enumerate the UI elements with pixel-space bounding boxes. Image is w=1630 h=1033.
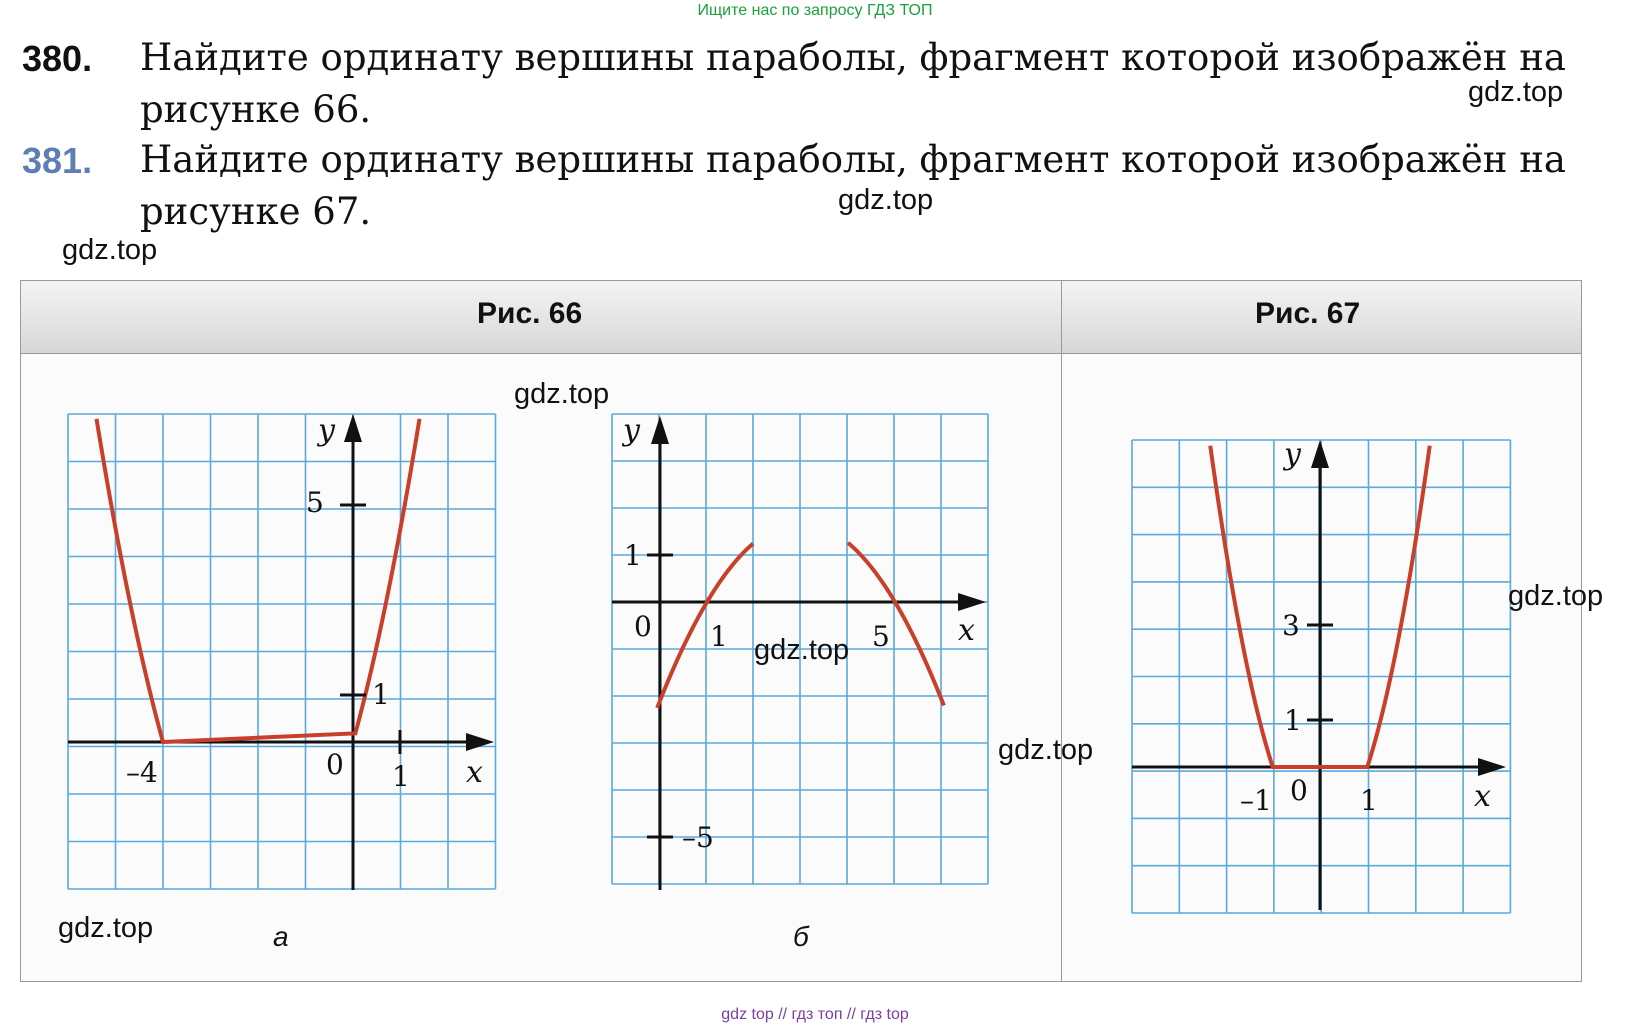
graph-b-curve-left (657, 544, 753, 708)
graph-b-tick-label: 1 (624, 539, 642, 572)
graph-c-x-label: x (1474, 779, 1491, 814)
watermark: gdz.top (1508, 580, 1604, 612)
watermark: gdz.top (998, 734, 1094, 766)
graph-c-tick-label: –1 (1240, 784, 1272, 817)
graph-c-tick-label: 1 (1284, 704, 1302, 737)
graph-a-tick-label: 5 (306, 486, 324, 519)
graph-a-y-label: y (318, 413, 335, 448)
task-number: 380. (22, 38, 93, 79)
graph-c-y-label: y (1284, 437, 1301, 472)
graph-c-x-arrow-icon (1478, 758, 1506, 776)
task-number: 381. (22, 140, 93, 181)
watermark: gdz.top (514, 378, 610, 410)
graph-b-y-arrow-icon (651, 416, 669, 444)
graph-b-curve-right (848, 543, 944, 706)
task-text: Найдите ординату вершины параболы, фрагмент которой изображён на рисунке 67. (140, 138, 1566, 233)
graph-a-tick-label: 1 (372, 678, 390, 711)
subfigure-a-label: а (273, 921, 289, 952)
graph-a-x-arrow-icon (466, 733, 494, 751)
graph-c-tick-label: 3 (1282, 609, 1300, 642)
fig67-title: Рис. 67 (1255, 297, 1361, 330)
graph-a-origin: 0 (326, 748, 344, 781)
graph-a-y-arrow-icon (344, 414, 362, 442)
watermark: gdz.top (58, 912, 154, 944)
task-text: Найдите ординату вершины параболы, фрагмент которой изображён на рисунке 66. (140, 36, 1566, 131)
graph-b-x-arrow-icon (958, 593, 986, 611)
top-banner: Ищите нас по запросу ГДЗ ТОП (697, 2, 933, 19)
bottom-banner: gdz top // гдз топ // гдз top (721, 1006, 909, 1023)
graph-b-origin: 0 (634, 610, 652, 643)
graph-a-x-label: x (466, 755, 483, 790)
watermark: gdz.top (62, 234, 158, 266)
graph-a-tick-label: –4 (126, 756, 158, 789)
graph-b-x-label: x (958, 613, 975, 648)
watermark: gdz.top (754, 634, 850, 666)
graph-c (1132, 437, 1510, 913)
fig66-title: Рис. 66 (477, 297, 583, 330)
graph-a-tick-label: 1 (392, 760, 410, 793)
graph-a (68, 413, 496, 890)
watermark: gdz.top (1468, 76, 1564, 108)
graph-b-tick-label: 1 (710, 620, 728, 653)
graph-c-origin: 0 (1290, 774, 1308, 807)
watermark: gdz.top (838, 184, 934, 216)
graph-b-y-label: y (623, 413, 640, 448)
graph-c-y-arrow-icon (1311, 440, 1329, 468)
graph-b-tick-label: –5 (682, 821, 714, 854)
graph-a-grid (68, 414, 496, 889)
subfigure-b-label: б (793, 921, 809, 952)
graph-c-tick-label: 1 (1360, 784, 1378, 817)
graph-b-tick-label: 5 (872, 620, 890, 653)
